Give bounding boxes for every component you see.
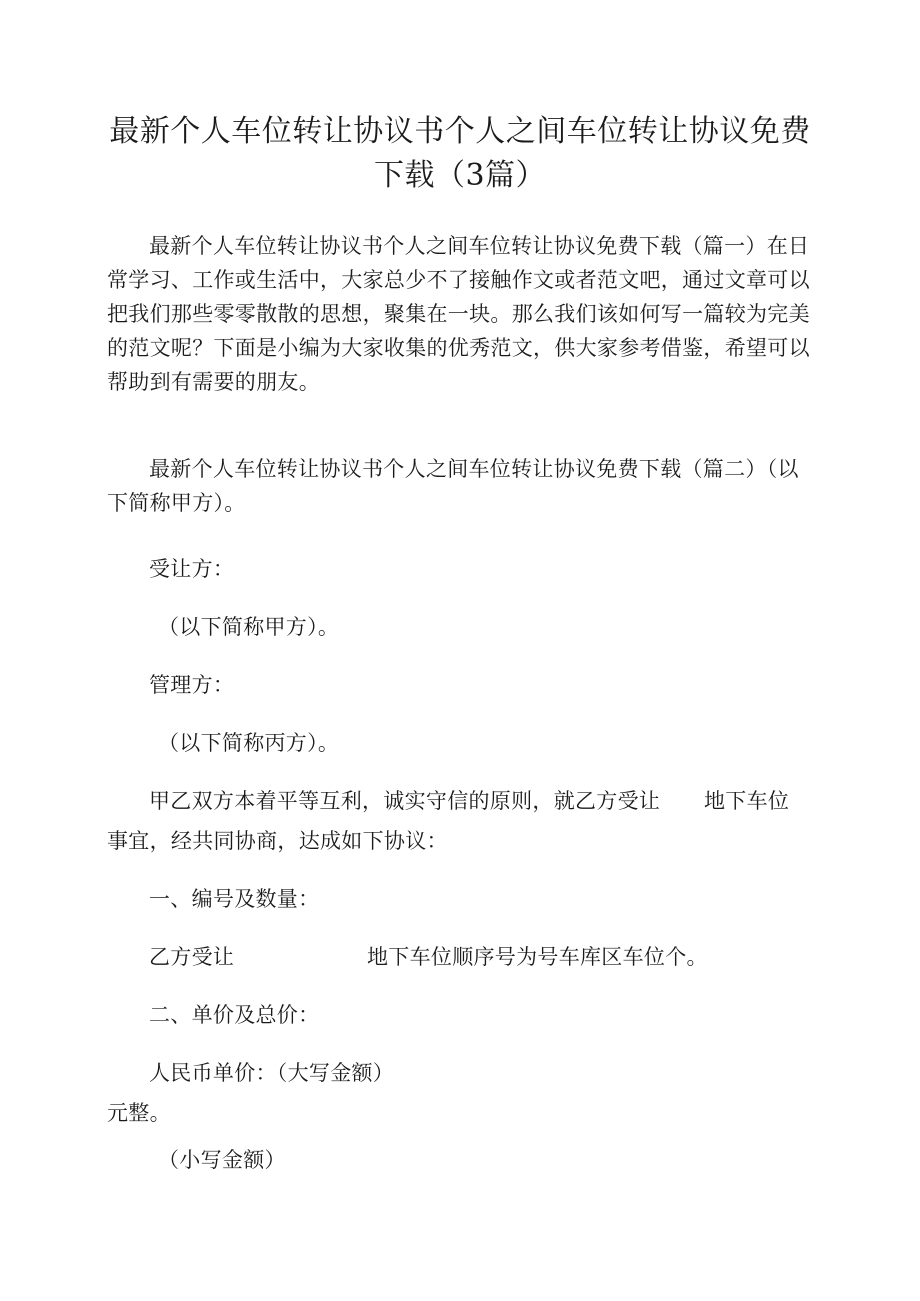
manager-note: （以下简称丙方）。	[158, 731, 340, 755]
agreement-text-part2: 地下车位	[704, 789, 790, 813]
section1-text-part2: 地下车位顺序号为号车库区车位个。	[367, 945, 708, 969]
yuan-line: 元整。	[107, 1101, 171, 1125]
document-title: 最新个人车位转让协议书个人之间车位转让协议免费下载（3篇）	[109, 114, 811, 193]
agreement-text-part3: 事宜，经共同协商，达成如下协议：	[107, 829, 448, 853]
section1-text-part1: 乙方受让	[149, 945, 235, 969]
small-amount-line: （小写金额）	[158, 1148, 286, 1172]
section1-heading: 一、编号及数量：	[149, 887, 320, 911]
unit-price-line: 人民币单价：（大写金额）	[149, 1061, 395, 1085]
transferee-note: （以下简称甲方）。	[158, 615, 340, 639]
transferee-label: 受让方：	[149, 557, 235, 581]
manager-label: 管理方：	[149, 673, 235, 697]
part2-intro-paragraph: 最新个人车位转让协议书个人之间车位转让协议免费下载（篇二）（以下简称甲方）。	[107, 457, 799, 515]
agreement-text-part1: 甲乙双方本着平等互利，诚实守信的原则，就乙方受让	[149, 789, 661, 813]
section2-heading: 二、单价及总价：	[149, 1003, 320, 1027]
intro-paragraph: 最新个人车位转让协议书个人之间车位转让协议免费下载（篇一）在日常学习、工作或生活中，大家总少不了接触作文或者范文吧，通过文章可以把我们那些零零散散的思想，聚集在一块。那么我们该如何写一篇较为完美的范文呢？下面是小编为大家收集的优秀范文，供大家参考借鉴，希望可以帮助到有需要的朋友。	[107, 234, 810, 394]
